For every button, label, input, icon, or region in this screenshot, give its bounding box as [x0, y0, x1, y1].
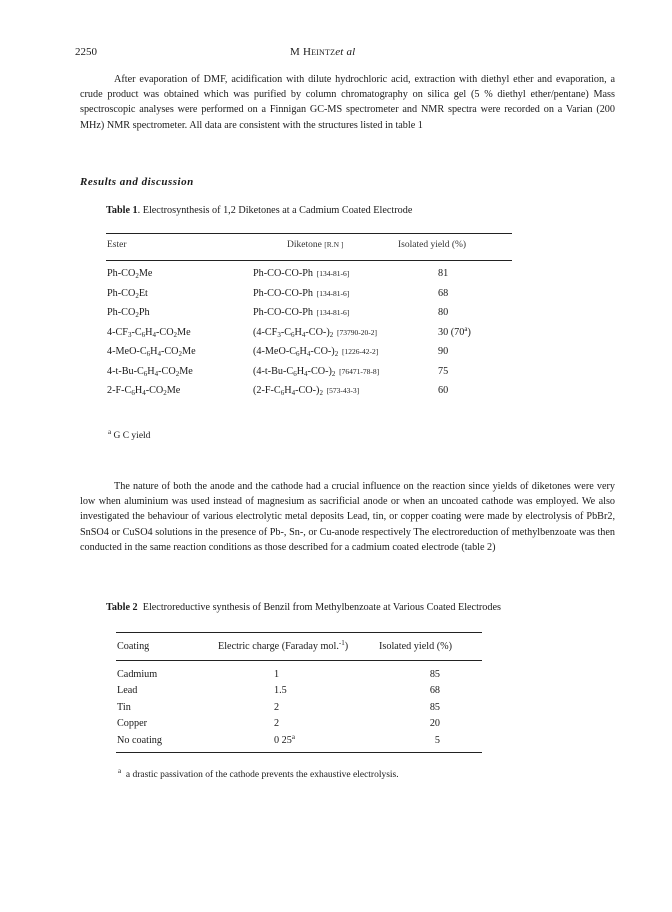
ester-text: Me — [166, 385, 181, 396]
table1-cell-yield: 80 — [438, 307, 449, 318]
table2-header-rule — [116, 660, 482, 661]
table1-cell-ester — [107, 327, 191, 338]
ester-text: 2-F-C — [107, 385, 132, 396]
table1-cell-diketone — [253, 307, 349, 318]
table2-cell-coating: Cadmium — [117, 669, 158, 680]
ester-text: Me — [177, 326, 191, 338]
table2-bottom-rule — [116, 752, 482, 753]
table1-cell-yield: 60 — [438, 385, 449, 396]
table2-cell-yield: 20 — [429, 718, 440, 730]
table2-footnote-text: a drastic passivation of the cathode prevents the exhaustive electrolysis. — [125, 770, 399, 780]
diketone-text: -C — [280, 326, 292, 338]
diketone-subscript: 2 — [329, 330, 334, 339]
ester-text: H — [145, 326, 153, 338]
table2-header-coating: Coating — [117, 641, 150, 652]
ester-subscript: 6 — [146, 350, 151, 358]
diketone-text: (2-F-C — [253, 385, 281, 396]
ester-subscript: 2 — [163, 389, 167, 397]
table2-header-charge: Electric charge (Faraday mol.$^{-1}$) — [218, 639, 349, 652]
table1-registry-number: [76471-78-8] — [335, 366, 380, 376]
table2-cell-coating: No coating — [117, 734, 162, 746]
diketone-subscript: 3 — [277, 330, 281, 339]
ester-text: H — [150, 346, 158, 357]
diketone-text: H — [284, 385, 292, 396]
ester-text: Ph-CO — [107, 307, 136, 318]
table1-cell-ester — [107, 288, 148, 299]
table2-caption — [106, 602, 501, 613]
ester-subscript: 2 — [135, 311, 139, 319]
diketone-text: Ph-CO-CO-Ph — [253, 287, 314, 299]
table1-caption-text: . Electrosynthesis of 1,2 Diketones at a Cadmium Coated Electrode — [137, 205, 413, 216]
diketone-text: -CO-) — [295, 385, 320, 396]
table1-cell-ester — [107, 346, 196, 357]
ester-text: -C — [131, 326, 142, 338]
ester-subscript: 6 — [131, 389, 135, 397]
diketone-text: -CO-) — [305, 326, 330, 338]
table1-cell-ester — [107, 268, 152, 279]
table1-cell-ester — [107, 307, 150, 318]
table1-cell-yield: 81 — [438, 268, 449, 279]
table1-registry-number: [73790-20-2] — [333, 327, 377, 337]
table2-top-rule — [116, 632, 482, 633]
ester-text: -CO — [145, 385, 164, 396]
table1-caption-label: Table 1 — [106, 205, 138, 216]
ester-subscript: 2 — [135, 272, 139, 280]
table2-cell-yield: 5 — [434, 734, 440, 746]
ester-text: H — [147, 365, 155, 377]
ester-subscript: 4 — [152, 330, 156, 339]
ester-subscript: 2 — [135, 291, 139, 300]
ester-subscript: 2 — [178, 350, 183, 358]
table1-footnote-mark: a — [108, 428, 112, 436]
table1-header-diketone: Diketone [R.N ] — [287, 240, 344, 250]
table2-footnote-mark: a — [118, 767, 122, 775]
ester-text: Et — [138, 287, 148, 299]
paragraph-methods-text: After evaporation of DMF, acidification with dilute hydrochloric acid, extraction with diethyl ether and evaporation, a crude product was obtained which was purified by column chromatography on silica gel (5 % diethyl ether/pentane) Mass spectroscopic analyses were performed on a Finnigan GC-MS spectrometer and NMR spectra were recorded on a Varian (200 MHz) NMR spectrometer. All data are consistent with the structures listed in table 1 — [80, 74, 615, 131]
diketone-subscript: 4 — [304, 369, 308, 378]
table1-cell-diketone — [253, 346, 378, 357]
page-number: 2250 — [75, 46, 97, 58]
ester-subscript: 6 — [143, 369, 148, 378]
table1-cell-diketone — [253, 288, 349, 299]
ester-text: -CO — [156, 326, 174, 338]
table1-caption — [106, 205, 412, 216]
section-title: Results and discussion — [80, 176, 194, 188]
diketone-text: (4-CF — [253, 326, 278, 338]
ester-text: Ph — [138, 307, 150, 318]
diketone-text: Ph-CO-CO-Ph — [253, 307, 314, 318]
table1-cell-diketone — [253, 366, 379, 377]
ester-subscript: 4 — [157, 350, 161, 358]
ester-subscript: 2 — [175, 369, 180, 378]
diketone-subscript: 6 — [291, 330, 295, 339]
diketone-text: Ph-CO-CO-Ph — [253, 268, 314, 279]
table2-cell-yield: 85 — [429, 701, 440, 713]
ester-text: Ph-CO — [107, 287, 136, 299]
table2-cell-coating: Tin — [117, 701, 131, 713]
diketone-subscript: 6 — [293, 369, 297, 378]
ester-subscript: 4 — [142, 389, 146, 397]
table2-footnote — [118, 767, 399, 780]
author-etal: et al — [335, 46, 356, 58]
table1-cell-yield: 90 — [438, 346, 449, 357]
ester-text: Me — [179, 365, 193, 377]
table1-registry-number: [134-81-6] — [313, 308, 350, 317]
ester-text: 4-CF — [107, 326, 128, 338]
table2-cell-charge: 1 — [274, 669, 280, 680]
ester-subscript: 6 — [141, 330, 146, 339]
table2-cell-yield: 85 — [429, 669, 440, 680]
table1-cell-ester — [107, 385, 180, 396]
paragraph-discussion-text: The nature of both the anode and the cathode had a crucial influence on the reaction since yields of diketones were very low when aluminium was used instead of magnesium as sacrificial anode or when an uncoated cathode was employed. We also investigated the behaviour of various electrolytic metal deposits Lead, tin, or copper coating were made by electrolysis of PbBr2, SnSO4 or CuSO4 solutions in the presence of Pb-, Sn-, or Cu-anode respectively The electroreduction of methylbenzoate was then conducted in the same reaction conditions as those described for a cadmium coated electrode (table 2) — [80, 481, 615, 553]
author-name: Heintz — [302, 46, 336, 58]
diketone-subscript: 2 — [319, 389, 323, 397]
table1-cell-diketone — [253, 327, 377, 338]
paragraph-methods — [80, 72, 615, 133]
diketone-subscript: 6 — [280, 389, 285, 397]
table1-cell-yield: 68 — [438, 287, 449, 299]
diketone-subscript: 6 — [296, 350, 300, 358]
ester-text: Ph-CO — [107, 268, 136, 279]
diketone-subscript: 2 — [331, 369, 336, 378]
table1-registry-number: [134-81-6] — [313, 288, 350, 298]
diketone-text: H — [294, 326, 302, 338]
table2-header-yield: Isolated yield (%) — [379, 641, 452, 652]
ester-text: H — [134, 385, 143, 396]
table2-cell-coating: Copper — [117, 718, 147, 730]
table1-registry-number: [1226-42-2] — [338, 347, 379, 356]
table1-yield-footnote-mark: a — [464, 324, 468, 333]
diketone-text: -CO-) — [310, 346, 335, 357]
ester-text: 4-t-Bu-C — [107, 365, 144, 377]
diketone-text: (4-MeO-C — [253, 346, 297, 357]
table2-cell-charge: 1.5 — [274, 685, 287, 697]
table1-header-rule — [106, 260, 512, 261]
paragraph-discussion — [80, 479, 615, 555]
ester-text: -CO — [160, 346, 179, 357]
ester-subscript: 2 — [173, 330, 178, 339]
diketone-text: -CO-) — [307, 365, 332, 377]
table2-cell-charge: 0 25$^a$ — [274, 732, 295, 746]
table2-cell-charge: 2 — [274, 701, 280, 713]
table1-registry-number: [134-81-6] — [313, 269, 350, 278]
running-header — [290, 46, 355, 58]
ester-subscript: 3 — [127, 330, 132, 339]
table1-registry-number: [573-43-3] — [322, 386, 360, 395]
ester-text: Me — [182, 346, 196, 357]
table2-caption-label: Table 2 — [106, 602, 138, 613]
table1-cell-yield: 30 (70$^a$) — [438, 324, 471, 338]
table2-charge-footnote-mark: a — [291, 732, 295, 741]
ester-text: 4-MeO-C — [107, 346, 147, 357]
table1-footnote-text: G C yield — [113, 431, 151, 441]
table2-cell-yield: 68 — [429, 685, 440, 697]
diketone-subscript: 4 — [306, 350, 311, 358]
table1-header-yield: Isolated yield (%) — [398, 240, 467, 250]
table1-cell-ester — [107, 366, 193, 377]
ester-text: -CO — [158, 365, 176, 377]
ester-subscript: 4 — [154, 369, 159, 378]
table2-cell-coating: Lead — [117, 685, 138, 697]
diketone-text: H — [299, 346, 307, 357]
table1-cell-diketone — [253, 268, 349, 279]
diketone-subscript: 2 — [334, 350, 339, 358]
table1-cell-diketone — [253, 385, 359, 396]
diketone-text: (4-t-Bu-C — [253, 365, 294, 377]
table2-caption-text: Electroreductive synthesis of Benzil from Methylbenzoate at Various Coated Electrodes — [142, 602, 501, 613]
table1-cell-yield: 75 — [438, 365, 449, 377]
author-initial: M — [290, 46, 300, 58]
ester-text: Me — [138, 268, 153, 279]
diketone-subscript: 4 — [291, 389, 296, 397]
diketone-subscript: 4 — [301, 330, 306, 339]
table1-top-rule — [106, 233, 512, 234]
diketone-text: H — [296, 365, 305, 377]
table2-cell-charge: 2 — [274, 718, 280, 730]
table1-footnote — [108, 428, 151, 441]
table1-header-ester: Ester — [107, 240, 127, 250]
